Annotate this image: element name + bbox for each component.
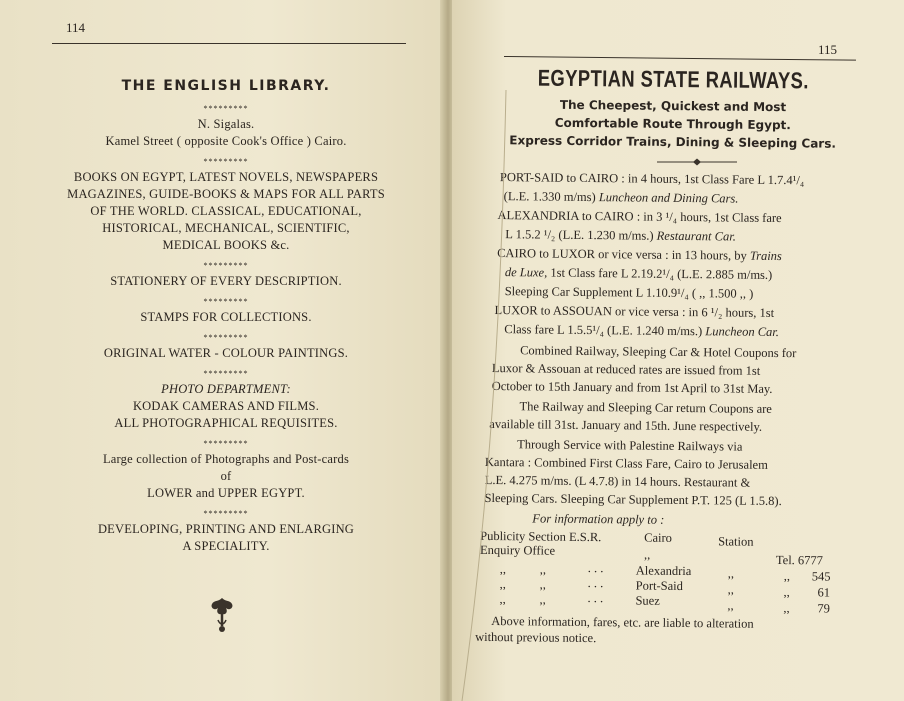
library-title: THE ENGLISH LIBRARY. — [121, 78, 331, 94]
right-page — [452, 0, 904, 701]
paragraph-line: available till 31st. January and 15th. June respectively. — [489, 416, 763, 434]
route-line: de Luxe, 1st Class fare L 2.19.2¹/₄ (L.E. 2.885 m/ms.) — [504, 265, 773, 282]
books-line: HISTORICAL, MECHANICAL, SCIENTIFIC, — [102, 221, 350, 235]
railways-title: EGYPTIAN STATE RAILWAYS. — [537, 64, 809, 94]
collection-line: of — [220, 469, 232, 483]
separator-stars: ********* — [203, 439, 249, 448]
station-label: Station — [718, 534, 754, 549]
photo-department-title: PHOTO DEPARTMENT: — [161, 382, 291, 396]
info-heading: For information apply to : — [532, 511, 665, 527]
route-line: (L.E. 1.330 m/ms) Luncheon and Dining Cars. — [503, 189, 739, 206]
paragraph-line: L.E. 4.275 m/ms. (L 4.7.8) in 14 hours. Restaurant & — [484, 472, 751, 490]
library-address: Kamel Street ( opposite Cook's Office ) Cairo. — [105, 134, 347, 148]
railways-subtitle: Comfortable Route Through Egypt. — [554, 115, 791, 133]
stationery-line: STATIONERY OF EVERY DESCRIPTION. — [110, 274, 342, 288]
photo-line: ALL PHOTOGRAPHICAL REQUISITES. — [114, 416, 338, 430]
paragraph-line: October to 15th January and from 1st April to 31st May. — [491, 379, 773, 396]
paragraph-line: Through Service with Palestine Railways via — [517, 437, 743, 454]
table-row: ,, ,, . . . Alexandria ,, ,, 545 — [499, 561, 831, 584]
city-name: Alexandria — [635, 563, 692, 579]
separator-stars: ********* — [203, 261, 249, 270]
publicity-label: Publicity Section E.S.R. — [480, 528, 602, 545]
separator-stars: ********* — [203, 297, 249, 306]
books-line: MAGAZINES, GUIDE-BOOKS & MAPS FOR ALL PARTS — [67, 187, 385, 201]
separator-stars: ********* — [203, 104, 249, 113]
table-row: ,, ,, . . . Port-Said ,, ,, 61 — [499, 576, 831, 600]
phone-number: 545 — [811, 569, 831, 584]
phone-number: 61 — [817, 585, 831, 600]
route-line: Sleeping Car Supplement L 1.10.9¹/₄ ( ,, 1.500 ,, ) — [504, 284, 754, 301]
collection-line: LOWER and UPPER EGYPT. — [147, 486, 305, 500]
paragraph-line: Sleeping Cars. Sleeping Car Supplement P.T. 125 (L 1.5.8). — [484, 490, 782, 509]
floral-ornament-icon — [206, 596, 238, 634]
developing-line: DEVELOPING, PRINTING AND ENLARGING — [97, 522, 355, 536]
route-line: ALEXANDRIA to CAIRO : in 3 ¹/₄ hours, 1st Class fare — [497, 208, 782, 226]
city-name: Port-Said — [635, 578, 683, 594]
photo-line: KODAK CAMERAS AND FILMS. — [132, 399, 320, 413]
footer-line: without previous notice. — [475, 629, 597, 646]
railways-subtitle: Express Corridor Trains, Dining & Sleeping Cars. — [509, 133, 837, 151]
paragraph-line: The Railway and Sleeping Car return Coupons are — [519, 399, 772, 416]
library-advert — [40, 78, 412, 555]
separator-stars: ********* — [203, 509, 249, 518]
books-line: MEDICAL BOOKS &c. — [162, 238, 290, 252]
collection-line: Large collection of Photographs and Post-cards — [102, 452, 350, 466]
route-line: Class fare L 1.5.5¹/₄ (L.E. 1.240 m/ms.) Luncheon Car. — [504, 322, 780, 340]
header-rule-left — [52, 43, 406, 44]
phone-number: 79 — [817, 601, 830, 616]
developing-line: A SPECIALITY. — [182, 539, 270, 553]
table-row: ,, ,, . . . Suez ,, ,, 79 — [499, 591, 830, 616]
paragraph-line: Luxor & Assouan at reduced rates are issued from 1st — [491, 361, 761, 378]
paintings-line: ORIGINAL WATER - COLOUR PAINTINGS. — [103, 346, 349, 360]
footer-line: Above information, fares, etc. are liable to alteration — [491, 614, 754, 631]
route-line: LUXOR to ASSOUAN or vice versa : in 6 ¹/₂ hours, 1st — [494, 303, 775, 320]
route-line: PORT-SAID to CAIRO : in 4 hours, 1st Class Fare L 1.7.4¹/₄ — [499, 170, 805, 188]
paragraph-line: Combined Railway, Sleeping Car & Hotel Coupons for — [520, 343, 797, 361]
left-page — [0, 0, 446, 701]
enquiry-label: Enquiry Office — [479, 542, 556, 558]
separator-stars: ********* — [203, 157, 249, 166]
page-crease-line — [452, 70, 512, 701]
separator-stars: ********* — [203, 369, 249, 378]
route-line: L 1.5.2 ¹/₂ (L.E. 1.230 m/ms.) Restaurant Car. — [505, 227, 736, 244]
cairo-label: Cairo — [644, 530, 673, 545]
city-name: Suez — [635, 593, 660, 608]
separator-stars: ********* — [203, 333, 249, 342]
books-line: OF THE WORLD. CLASSICAL, EDUCATIONAL, — [90, 204, 362, 218]
proprietor-name: N. Sigalas. — [197, 117, 255, 131]
route-line: CAIRO to LUXOR or vice versa : in 13 hours, by Trains — [497, 246, 782, 264]
ditto-mark: ,, — [643, 547, 651, 562]
page-number-left: 114 — [66, 20, 86, 35]
railways-body — [452, 0, 904, 701]
books-line: BOOKS ON EGYPT, LATEST NOVELS, NEWSPAPERS — [73, 170, 379, 184]
paragraph-line: Kantara : Combined First Class Fare, Cairo to Jerusalem — [484, 454, 768, 472]
telephone-main: Tel. 6777 — [775, 552, 824, 568]
page-number-right: 115 — [818, 42, 838, 57]
stamps-line: STAMPS FOR COLLECTIONS. — [140, 310, 312, 324]
railways-subtitle: The Cheepest, Quickest and Most — [559, 97, 787, 115]
